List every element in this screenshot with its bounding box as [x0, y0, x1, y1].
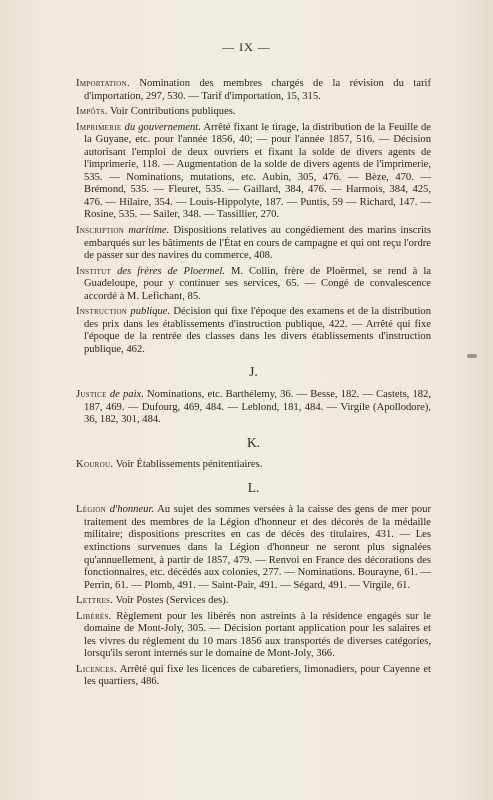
- entry-keyword-qualifier: du gouvernement.: [124, 121, 201, 133]
- entry-keyword: Imprimerie: [76, 121, 122, 133]
- entry-keyword: Importation.: [76, 78, 130, 89]
- entry-text: Arrêté fixant le tirage, la distribution de la Feuille de la Guyane, etc. pour l'année 1856, 40; — pour l'année 1857, 516. — Décision autorisant l'emploi de deux ouvriers et fixant la solde de divers agents de l'imprimerie, 118. — Augmentation de la solde de divers agents de l'imprimerie, 535. — Nominations, mutations, etc. Aubin, 305, 476. — Bèze, 470. — Brémond, 535. — Fleuret, 535. — Gaillard, 384, 476. — Harmois, 384, 425, 476. — Hilaire, 354. — Louis-Hippolyte, 187. — Puntis, 59 — Richard, 147. — Rosine, 535. — Sailer, 348. — Tassillier, 270.: [84, 121, 431, 221]
- section-letter: K.: [246, 434, 261, 450]
- entry-keyword: Lettres.: [76, 595, 114, 607]
- entry-text: Nominations, etc. Barthélemy, 36. — Besse, 182. — Castets, 182, 187, 469. — Dufourg, 469, 484. — Leblond, 181, 484. — Virgile (Apollodore), 36, 182, 301, 484.: [84, 389, 431, 426]
- entry-keyword-qualifier: des frères de Ploermel.: [117, 265, 225, 277]
- entry-text: Voir Contributions publiques.: [110, 106, 236, 118]
- entry-text: Dispositions relatives au congédiement des marins inscrits embarqués sur les bâtiments de l'État en cours de campagne et qui ont reçu l'ordre de passer sur des navires du commerce, 408.: [84, 225, 431, 262]
- index-entry: [76, 106, 431, 119]
- entry-keyword: Justice: [76, 389, 107, 401]
- index-content: [76, 78, 431, 692]
- index-entry: [76, 306, 431, 356]
- entry-text: Arrêté qui fixe les licences de cabaretiers, limonadiers, pour Cayenne et les quartiers, 486.: [84, 663, 431, 688]
- entry-text: Au sujet des sommes versées à la caisse des gens de mer pour traitement des membres de la Légion d'honneur et des décorés de la médaille militaire; dispositions prescrites en cas de décès des titulaires, 431. — Les extinctions survenues dans la Légion d'honneur ne seront plus signalées qu'annuellement, à partir de 1857, 479. — Renvoi en France des décorations des fonctionnaires, etc. décédés aux colonies, 277. — Nominations. Bourayne, 61. — Perrin, 61. — Plomb, 491. — Saint-Pair, 491. — Ségard, 491. — Virgile, 61.: [84, 504, 431, 591]
- entry-text: Règlement pour les libérés non astreints à la résidence engagés sur le domaine de Mont-Joly, 305. — Décision portant application pour les salaires et les vivres du règlement du 10 mars 1856 aux transportés de diverses catégories, lorsqu'ils seront internés sur le domaine de Mont-Joly, 366.: [84, 610, 431, 660]
- index-entry: [76, 122, 431, 222]
- index-entry: [76, 664, 431, 689]
- entry-text: Nomination des membres chargés de la révision du tarif d'importation, 297, 530. — Tarif d'importation, 15, 315.: [84, 78, 431, 102]
- index-entry: [76, 611, 431, 661]
- index-entry: [76, 595, 431, 608]
- index-entry: [76, 504, 431, 592]
- entry-text: Voir Établissements pénitentiaires.: [115, 459, 263, 471]
- entry-text: M. Collin, frère de Ploërmel, se rend à la Guadeloupe, pour y continuer ses services, 65. — Congé de convalescence accordé à M. Lefichant, 85.: [84, 265, 432, 302]
- entry-keyword: Kourou.: [76, 459, 114, 471]
- entry-keyword-qualifier: d'honneur.: [109, 504, 155, 516]
- entry-keyword: Inscription: [76, 225, 125, 237]
- entry-keyword-qualifier: maritime.: [128, 225, 170, 237]
- index-entry: [76, 78, 431, 103]
- index-entry: [76, 389, 431, 427]
- entry-keyword-qualifier: publique.: [130, 306, 171, 318]
- entry-keyword: Institut: [76, 265, 112, 277]
- margin-mark: [467, 354, 477, 358]
- entry-keyword: Libérés.: [76, 610, 112, 622]
- section-letter: J.: [249, 364, 258, 380]
- entry-keyword: Licences.: [76, 663, 117, 675]
- page-number: — IX —: [222, 40, 271, 54]
- index-entry: [76, 266, 431, 304]
- entry-text: Voir Postes (Services des).: [115, 595, 229, 607]
- entry-keyword: Impôts.: [76, 106, 108, 118]
- entry-keyword-qualifier: de paix.: [109, 389, 144, 401]
- entry-text: Décision qui fixe l'époque des examens et de la distribution des prix dans les établissements d'instruction publique, 422. — Arrêté qui fixe l'époque de la rentrée des classes dans les divers établissements d'instruction publique, 462.: [84, 306, 431, 355]
- index-entry: [76, 225, 431, 263]
- entry-keyword: Légion: [76, 504, 107, 516]
- index-entry: [76, 459, 431, 472]
- entry-keyword: Instruction: [76, 306, 128, 318]
- section-letter: L.: [247, 479, 260, 495]
